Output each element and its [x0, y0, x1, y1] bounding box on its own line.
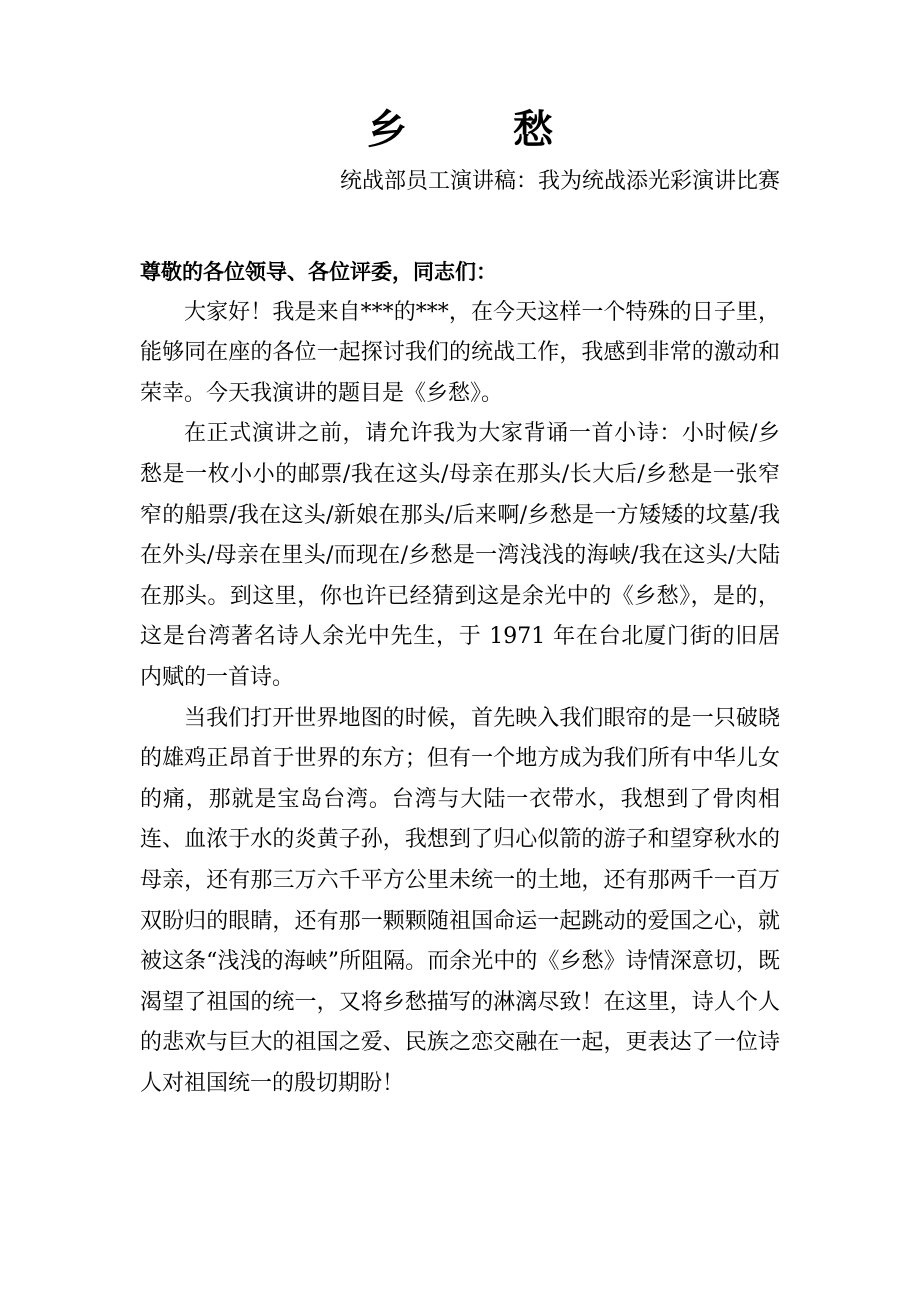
- document-body: [140, 252, 780, 1104]
- paragraph-1: 大家好！我是来自***的***，在今天这样一个特殊的日子里，能够同在座的各位一起探讨我们的统战工作，我感到非常的激动和荣幸。今天我演讲的题目是《乡愁》。: [140, 299, 780, 406]
- paragraph-2: 在正式演讲之前，请允许我为大家背诵一首小诗：小时候/乡愁是一枚小小的邮票/我在这头/母亲在那头/长大后/乡愁是一张窄窄的船票/我在这头/新娘在那头/后来啊/乡愁是一方矮矮的坟墓/我在外头/母亲在里头/而现在/乡愁是一湾浅浅的海峡/我在这头/大陆在那头。到这里，你也许已经猜到这是余光中的《乡愁》，是的，这是台湾著名诗人余光中先生，于 1971 年在台北厦门街的旧居内赋的一首诗。: [140, 421, 780, 690]
- salutation: 尊敬的各位领导、各位评委，同志们：: [140, 260, 497, 284]
- document-subtitle: 统战部员工演讲稿：我为统战添光彩演讲比赛: [339, 169, 780, 194]
- document-title: 乡 愁: [367, 106, 599, 153]
- paragraph-3: 当我们打开世界地图的时候，首先映入我们眼帘的是一只破晓的雄鸡正昂首于世界的东方；但有一个地方成为我们所有中华儿女的痛，那就是宝岛台湾。台湾与大陆一衣带水，我想到了骨肉相连、血浓于水的炎黄子孙，我想到了归心似箭的游子和望穿秋水的母亲，还有那三万六千平方公里未统一的土地，还有那两千一百万双盼归的眼睛，还有那一颗颗随祖国命运一起跳动的爱国之心，就被这条“浅浅的海峡”所阻隔。而余光中的《乡愁》诗情深意切，既渴望了祖国的统一，又将乡愁描写的淋漓尽致！在这里，诗人个人的悲欢与巨大的祖国之爱、民族之恋交融在一起，更表达了一位诗人对祖国统一的殷切期盼！: [140, 705, 780, 1096]
